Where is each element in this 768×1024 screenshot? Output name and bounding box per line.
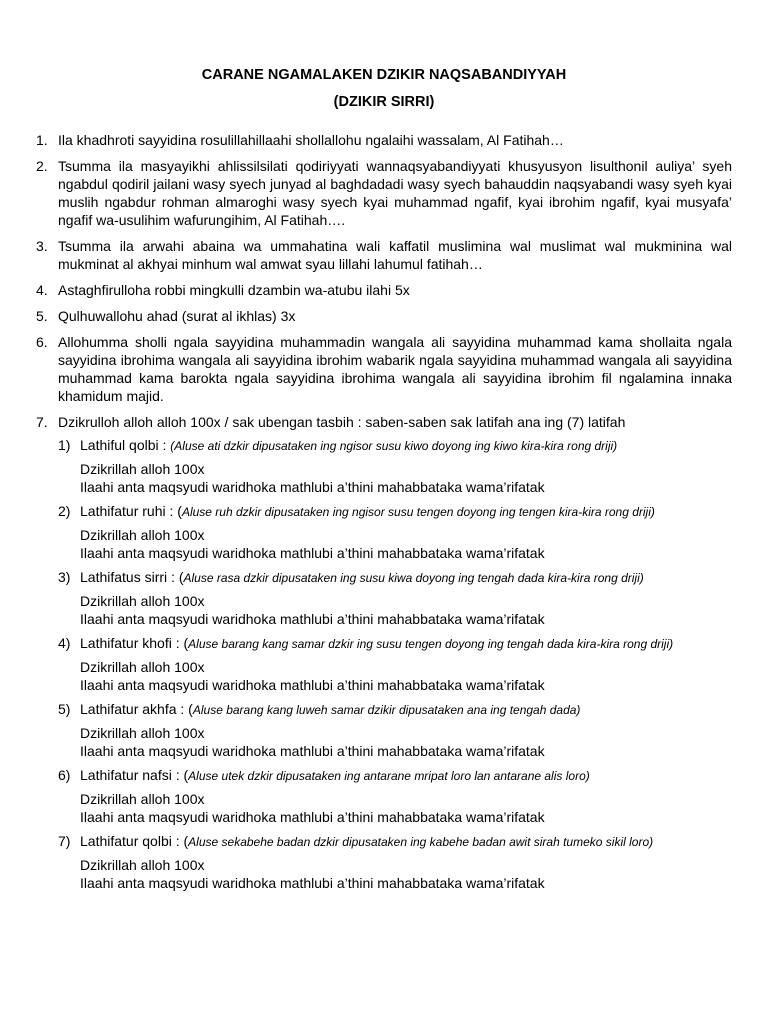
latifah-item <box>58 767 732 826</box>
latifah-name: Lathiful qolbi : <box>80 437 171 453</box>
latifah-number: 2) <box>58 503 71 519</box>
dzikir-line: Dzikrillah alloh 100x <box>80 725 205 741</box>
latifah-number: 7) <box>58 833 71 849</box>
item-text: Astaghfirulloha robbi mingkulli dzambin wa-atubu ilahi 5x <box>58 282 410 298</box>
list-item <box>36 281 732 299</box>
ilaahi-line: Ilaahi anta maqsyudi waridhoka mathlubi a’thini mahabbataka wama’rifatak <box>80 809 545 825</box>
ilaahi-line: Ilaahi anta maqsyudi waridhoka mathlubi a’thini mahabbataka wama’rifatak <box>80 545 545 561</box>
dzikir-line: Dzikrillah alloh 100x <box>80 461 205 477</box>
list-item <box>36 131 732 149</box>
list-item <box>36 157 732 229</box>
latifah-note: (Aluse ati dzkir dipusataken ing ngisor susu kiwo doyong ing kiwo kira-kira rong driji) <box>170 439 618 453</box>
latifah-item <box>58 635 732 694</box>
dzikir-line: Dzikrillah alloh 100x <box>80 593 205 609</box>
ilaahi-line: Ilaahi anta maqsyudi waridhoka mathlubi a’thini mahabbataka wama’rifatak <box>80 479 545 495</box>
list-item-latifah <box>36 413 732 892</box>
latifah-note: Aluse barang kang luweh samar dzikir dipusataken ana ing tengah dada) <box>192 703 581 717</box>
item-text: Dzikrulloh alloh alloh 100x / sak ubengan tasbih : saben-saben sak latifah ana ing (7) latifah <box>58 414 626 430</box>
item-text: Tsumma ila masyayikhi ahlissilsilati qodiriyyati wannaqsyabandiyyati khusyusyon lisulthonil auliya’ syeh ngabdul qodiril jailani wasy syech junyad al baghdadadi wasy syech bahauddin naqsyabandi wasy syeh kyai muslih ngabdur rohman almaroghi wasy syech kyai muhammad ngafif, kyai ibrohim ngafif, kyai musyafa’ ngafif wa-usulihim wafurungihim, Al Fatihah…. <box>58 158 732 228</box>
ilaahi-line: Ilaahi anta maqsyudi waridhoka mathlubi a’thini mahabbataka wama’rifatak <box>80 611 545 627</box>
latifah-note: Aluse barang kang samar dzkir ing susu tengen doyong ing tengah dada kira-kira rong driji) <box>188 637 674 651</box>
latifah-note: Aluse ruh dzkir dipusataken ing ngisor susu tengen doyong ing tengen kira-kira rong driji) <box>181 505 655 519</box>
ilaahi-line: Ilaahi anta maqsyudi waridhoka mathlubi a’thini mahabbataka wama’rifatak <box>80 875 545 891</box>
latifah-item <box>58 833 732 892</box>
latifah-number: 1) <box>58 437 71 453</box>
latifah-name: Lathifatur ruhi : ( <box>80 503 182 519</box>
latifah-list <box>58 437 732 892</box>
latifah-item <box>58 437 732 496</box>
dzikir-line: Dzikrillah alloh 100x <box>80 659 205 675</box>
list-item <box>36 237 732 273</box>
list-item <box>36 333 732 405</box>
item-number: 6. <box>36 334 48 350</box>
document-subtitle: (DZIKIR SIRRI) <box>333 94 435 110</box>
dzikir-line: Dzikrillah alloh 100x <box>80 791 205 807</box>
latifah-name: Lathifatus sirri : ( <box>80 569 184 585</box>
latifah-number: 5) <box>58 701 71 717</box>
instruction-list <box>36 131 732 892</box>
list-item <box>36 307 732 325</box>
item-text: Tsumma ila arwahi abaina wa ummahatina wali kaffatil muslimina wal muslimat wal mukminina wal mukminat al akhyai minhum wal amwat syau lillahi lahumul fatihah… <box>58 238 732 272</box>
item-text: Allohumma sholli ngala sayyidina muhammadin wangala ali sayyidina muhammad kama shollaita ngala sayyidina ibrohima wangala ali sayyidina ibrohim wabarik ngala sayyidina muhammad wangala ali sayyidina muhammad kama barokta ngala sayyidina ibrohima wangala ali sayyidina ibrohim fil ngalamina innaka khamidum majid. <box>58 334 732 404</box>
latifah-item <box>58 569 732 628</box>
latifah-item <box>58 503 732 562</box>
latifah-note: Aluse rasa dzkir dipusataken ing susu kiwa doyong ing tengah dada kira-kira rong driji) <box>183 571 644 585</box>
dzikir-line: Dzikrillah alloh 100x <box>80 527 205 543</box>
latifah-item <box>58 701 732 760</box>
item-text: Ila khadhroti sayyidina rosulillahillaahi shollallohu ngalaihi wassalam, Al Fatihah… <box>58 132 564 148</box>
dzikir-line: Dzikrillah alloh 100x <box>80 857 205 873</box>
item-number: 3. <box>36 238 48 254</box>
latifah-name: Lathifatur khofi : ( <box>80 635 189 651</box>
item-number: 7. <box>36 414 48 430</box>
item-number: 5. <box>36 308 48 324</box>
ilaahi-line: Ilaahi anta maqsyudi waridhoka mathlubi a’thini mahabbataka wama’rifatak <box>80 677 545 693</box>
item-text: Qulhuwallohu ahad (surat al ikhlas) 3x <box>58 308 296 324</box>
latifah-name: Lathifatur nafsi : ( <box>80 767 189 783</box>
item-number: 4. <box>36 282 48 298</box>
latifah-note: Aluse sekabehe badan dzkir dipusataken ing kabehe badan awit sirah tumeko sikil loro) <box>188 835 654 849</box>
latifah-number: 4) <box>58 635 71 651</box>
latifah-number: 3) <box>58 569 71 585</box>
latifah-number: 6) <box>58 767 71 783</box>
item-number: 1. <box>36 132 48 148</box>
document-title: CARANE NGAMALAKEN DZIKIR NAQSABANDIYYAH <box>201 67 567 83</box>
ilaahi-line: Ilaahi anta maqsyudi waridhoka mathlubi a’thini mahabbataka wama’rifatak <box>80 743 545 759</box>
latifah-note: Aluse utek dzkir dipusataken ing antarane mripat loro lan antarane alis loro) <box>188 769 590 783</box>
item-number: 2. <box>36 158 48 174</box>
latifah-name: Lathifatur akhfa : ( <box>80 701 193 717</box>
latifah-name: Lathifatur qolbi : ( <box>80 833 189 849</box>
